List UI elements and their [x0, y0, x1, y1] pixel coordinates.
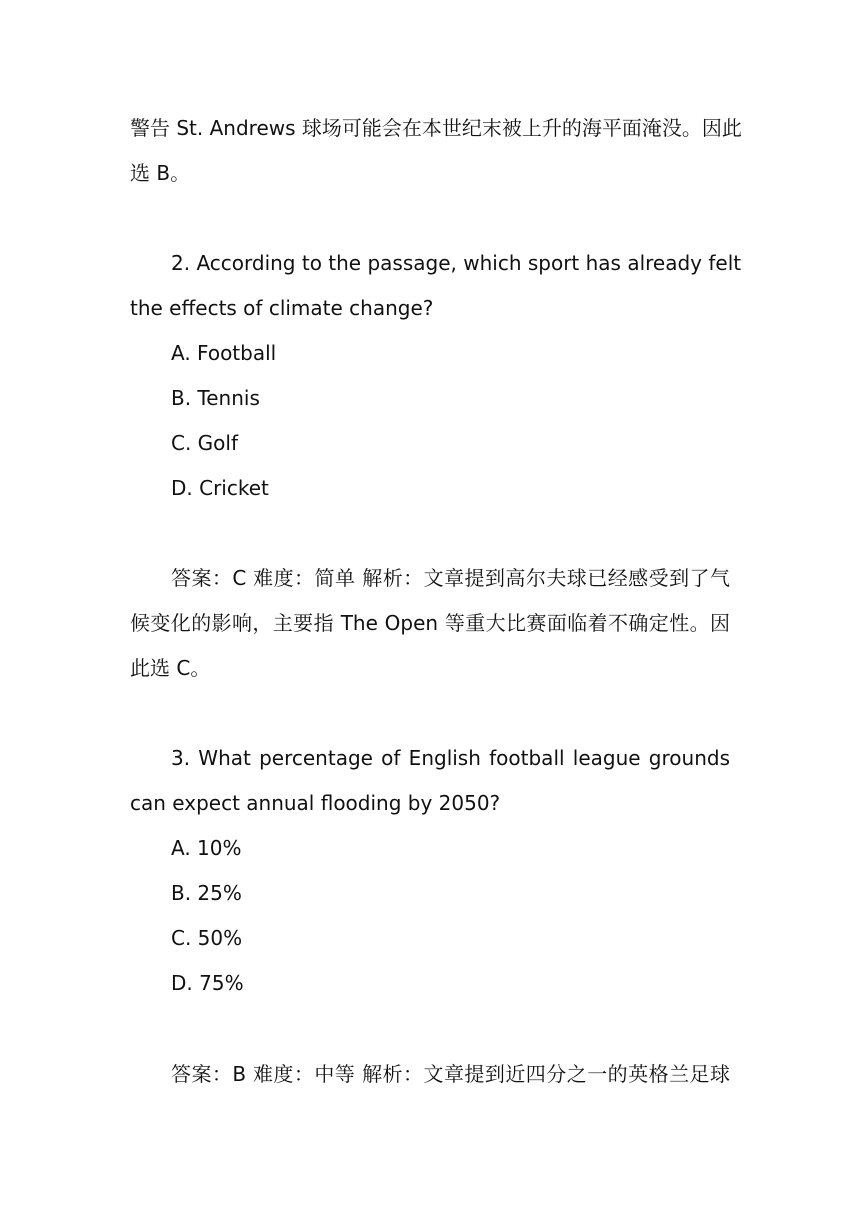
question-2-option-d: D. Cricket [171, 476, 269, 500]
question-3-option-a: A. 10% [171, 836, 242, 860]
question-3-option-d: D. 75% [171, 971, 244, 995]
question-3-stem-line-2: can expect annual flooding by 2050? [130, 791, 501, 815]
answer-2-line-3: 此选 C。 [130, 656, 211, 680]
answer-2-line-1: 答案：C 难度：简单 解析：文章提到高尔夫球已经感受到了气 [171, 566, 730, 590]
answer-2-line-2: 候变化的影响，主要指 The Open 等重大比赛面临着不确定性。因 [130, 611, 730, 635]
intro-line-1: 警告 St. Andrews 球场可能会在本世纪末被上升的海平面淹没。因此 [130, 116, 742, 140]
question-2-stem-line-2: the effects of climate change? [130, 296, 434, 320]
question-2-option-a: A. Football [171, 341, 277, 365]
question-2-option-b: B. Tennis [171, 386, 260, 410]
question-2-stem-line-1: 2. According to the passage, which sport has already felt [171, 251, 742, 275]
question-3-option-c: C. 50% [171, 926, 243, 950]
question-2-option-c: C. Golf [171, 431, 239, 455]
answer-3-line-1: 答案：B 难度：中等 解析：文章提到近四分之一的英格兰足球 [171, 1062, 730, 1086]
intro-line-2: 选 B。 [130, 161, 191, 185]
question-3-stem-line-1: 3. What percentage of English football league grounds [171, 746, 730, 770]
question-3-option-b: B. 25% [171, 881, 242, 905]
